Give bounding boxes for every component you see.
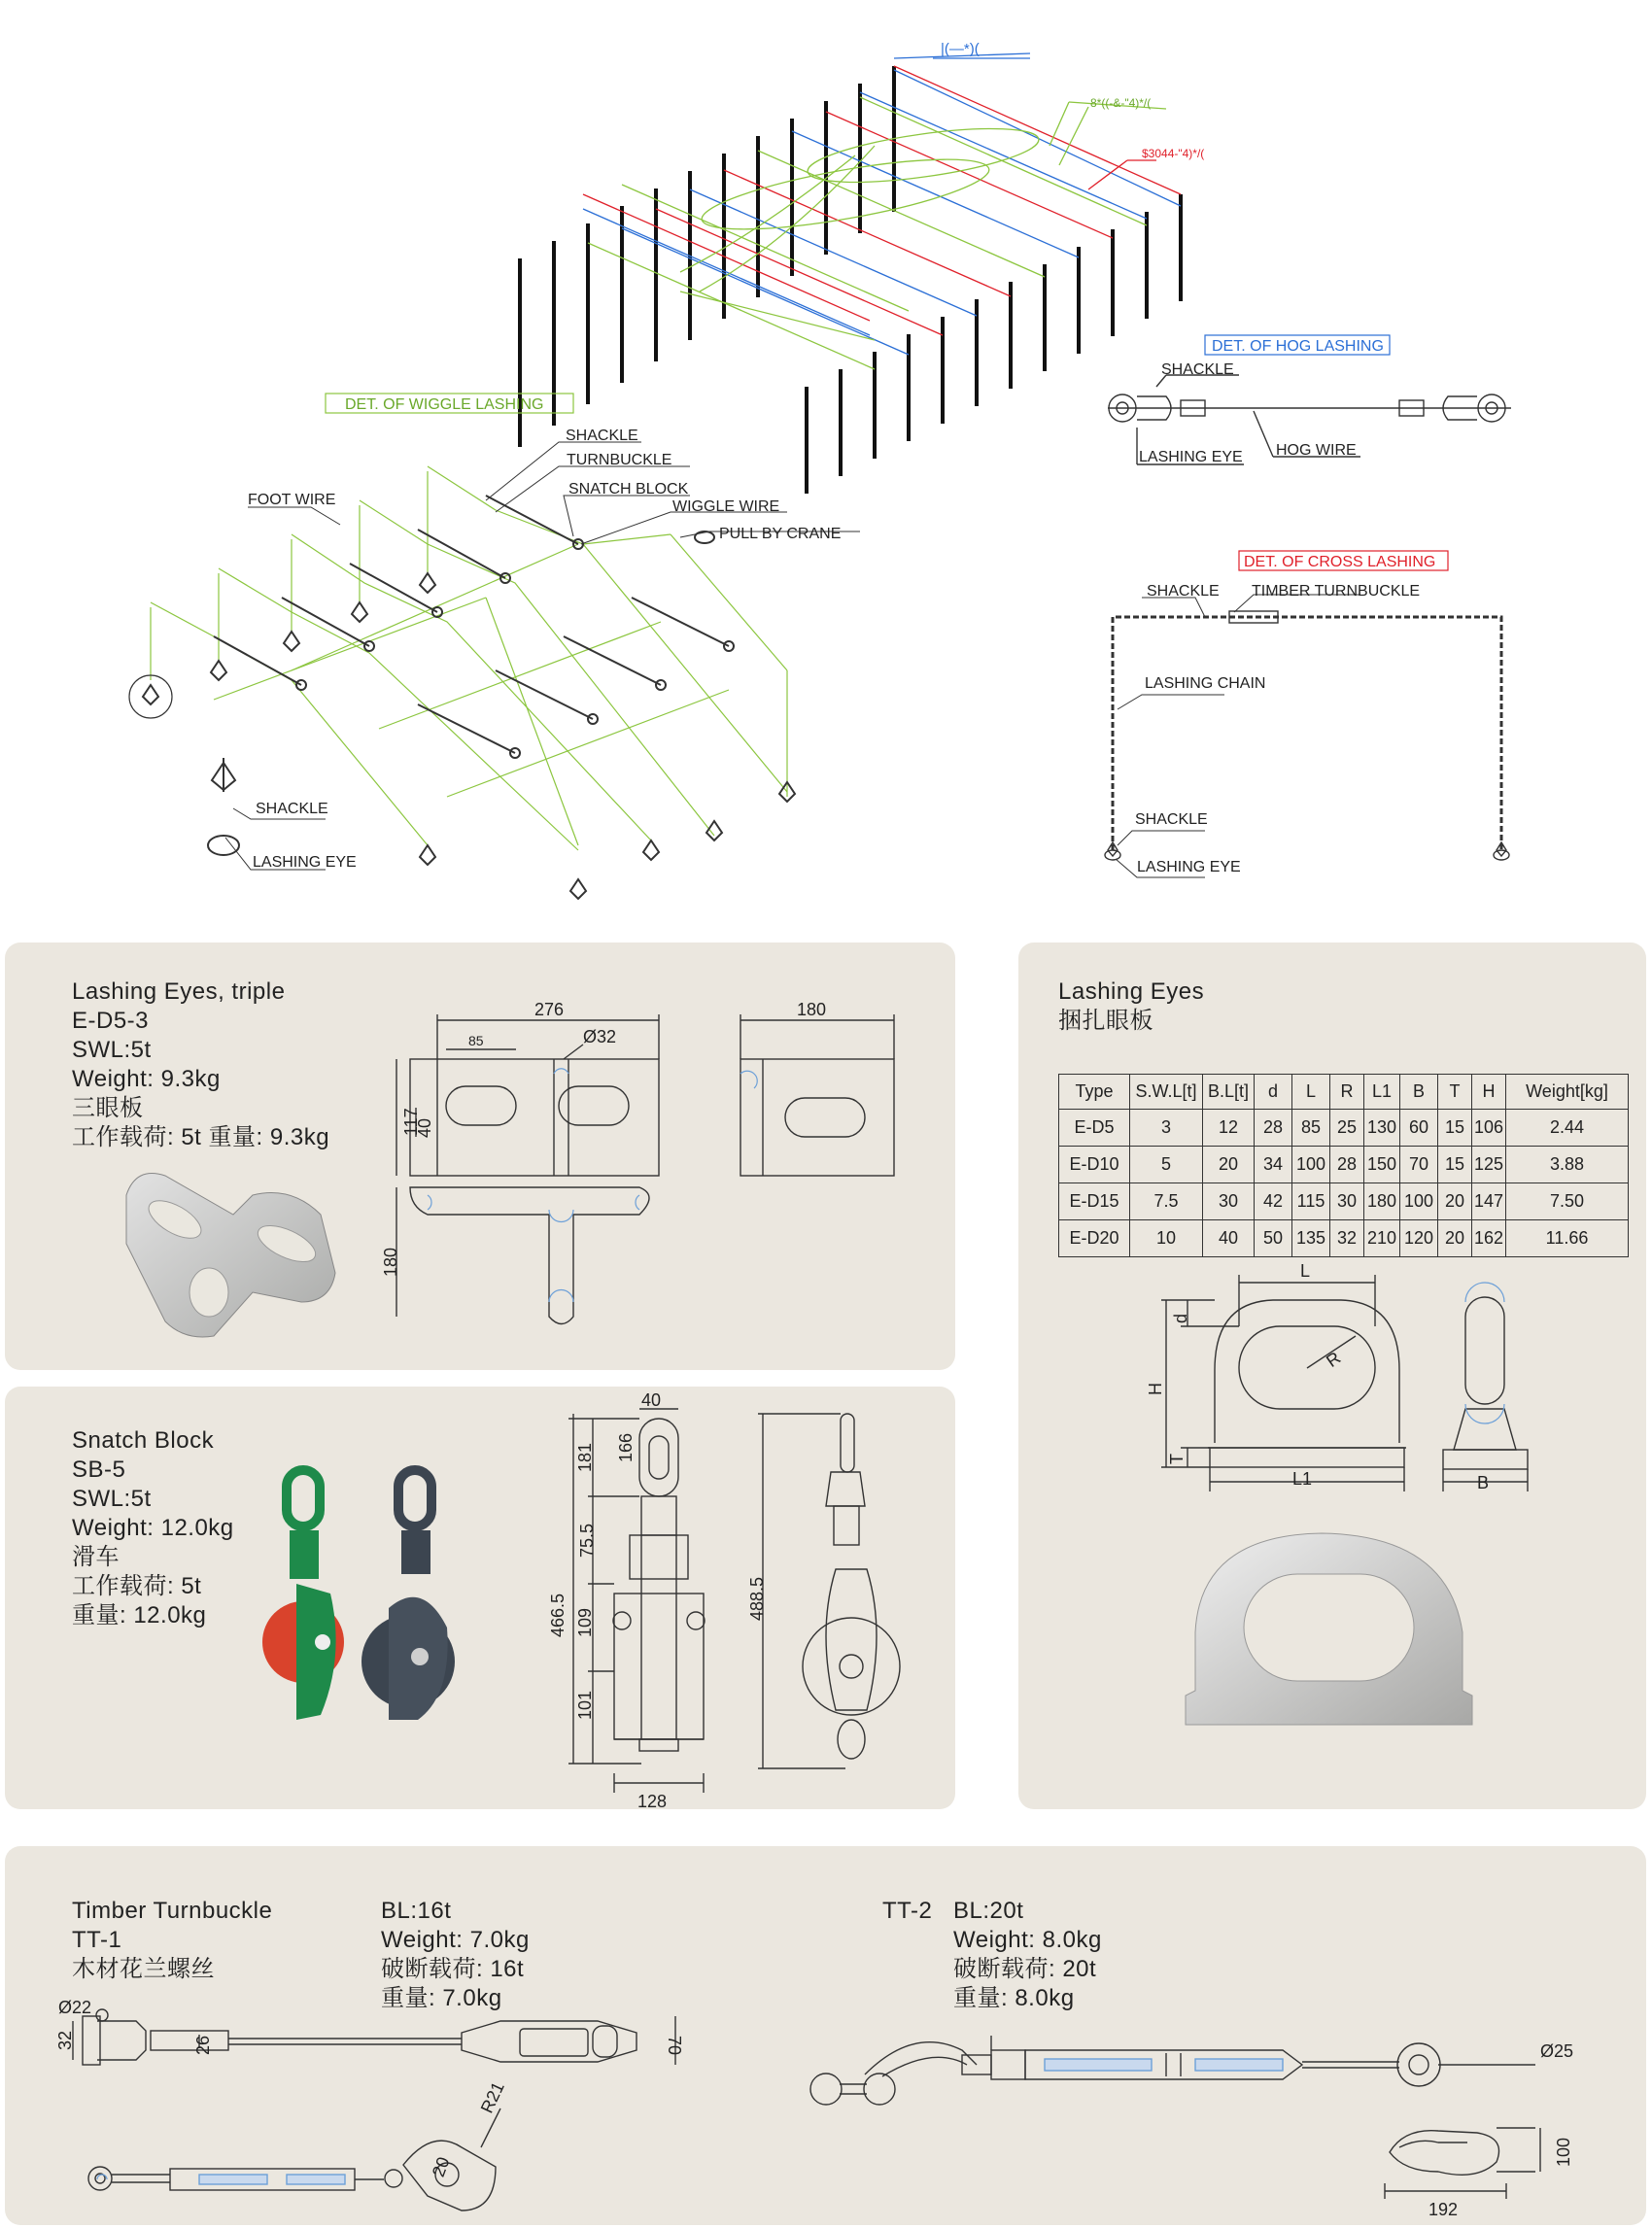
cross-lashing-drawing	[1105, 595, 1509, 877]
cell: 85	[1292, 1110, 1330, 1147]
cell: 15	[1438, 1147, 1472, 1183]
cell: 20	[1438, 1220, 1472, 1257]
hog-shackle-label: SHACKLE	[1161, 361, 1234, 378]
cell: E-D20	[1059, 1220, 1130, 1257]
foot-wire-label: FOOT WIRE	[248, 492, 336, 508]
cross-shackle-2-label: SHACKLE	[1135, 811, 1208, 828]
triple-eye-photo	[107, 1156, 350, 1351]
hog-lashing-title: DET. OF HOG LASHING	[1212, 338, 1384, 355]
dim-276: 276	[534, 1000, 565, 1019]
tt2-label: TT-2	[882, 1898, 933, 1924]
cell: E-D15	[1059, 1183, 1130, 1220]
hog-wire-label: HOG WIRE	[1276, 442, 1357, 459]
cell: 20	[1438, 1183, 1472, 1220]
garbled-label-top: |(—*)(	[941, 41, 980, 57]
col-bl: B.L[t]	[1203, 1075, 1255, 1110]
lashing-eyes-cn-title: 捆扎眼板	[1058, 1008, 1153, 1034]
tt2-drawing	[797, 2016, 1623, 2220]
col-h: H	[1472, 1075, 1506, 1110]
cell: 3.88	[1506, 1147, 1629, 1183]
tt1-cn-bl: 破断载荷: 16t	[381, 1956, 525, 1982]
dim-128: 128	[637, 1792, 668, 1811]
triple-eye-cn-name: 三眼板	[72, 1095, 144, 1121]
cell: 28	[1330, 1147, 1364, 1183]
tt1-weight: Weight: 7.0kg	[381, 1927, 530, 1953]
dim-40: 40	[415, 1117, 434, 1138]
table-header-row	[1059, 1075, 1629, 1110]
turnbuckle-title: Timber Turnbuckle	[72, 1898, 273, 1924]
lashing-arrangement-diagram	[0, 0, 1652, 933]
cell: 130	[1364, 1110, 1400, 1147]
dim-r21: R21	[476, 2078, 508, 2116]
cell: 32	[1330, 1220, 1364, 1257]
dim-32: Ø32	[583, 1027, 617, 1046]
col-swl: S.W.L[t]	[1130, 1075, 1203, 1110]
cell: 34	[1255, 1147, 1292, 1183]
wiggle-snatch-block-label: SNATCH BLOCK	[568, 481, 689, 497]
cell: 210	[1364, 1220, 1400, 1257]
cross-shackle-label: SHACKLE	[1147, 583, 1220, 600]
wiggle-shackle-label: SHACKLE	[566, 428, 638, 444]
cell: 106	[1472, 1110, 1506, 1147]
dim-B: B	[1477, 1473, 1490, 1492]
lashing-eyes-table	[1058, 1074, 1629, 1257]
cell: 5	[1130, 1147, 1203, 1183]
cell: 30	[1203, 1183, 1255, 1220]
timber-turnbuckle-label: TIMBER TURNBUCKLE	[1252, 583, 1421, 600]
dim-166: 166	[616, 1432, 636, 1462]
triple-eye-cn-load: 工作载荷: 5t 重量: 9.3kg	[72, 1124, 330, 1150]
dim-H: H	[1146, 1383, 1165, 1395]
cell: 20	[1203, 1147, 1255, 1183]
cell: 100	[1292, 1147, 1330, 1183]
snatch-block-cn-load: 工作载荷: 5t	[72, 1573, 202, 1599]
cell: 15	[1438, 1110, 1472, 1147]
dim-100: 100	[1554, 2137, 1573, 2167]
wiggle-lashing-eye-label: LASHING EYE	[253, 854, 357, 871]
dim-75-5: 75.5	[577, 1523, 597, 1558]
triple-eye-swl: SWL:5t	[72, 1037, 152, 1063]
dim-181: 181	[575, 1442, 595, 1472]
snatch-block-cn-weight: 重量: 12.0kg	[72, 1602, 207, 1628]
cell: 100	[1400, 1183, 1438, 1220]
dim-26: 26	[193, 2035, 213, 2055]
snatch-block-specs	[72, 1426, 234, 1630]
table-row	[1059, 1183, 1629, 1220]
cell: 40	[1203, 1220, 1255, 1257]
dim-T: T	[1167, 1454, 1187, 1464]
dim-d: d	[1171, 1313, 1190, 1323]
cell: 7.5	[1130, 1183, 1203, 1220]
dim-466-5: 466.5	[548, 1593, 568, 1637]
col-t: T	[1438, 1075, 1472, 1110]
col-weight: Weight[kg]	[1506, 1075, 1629, 1110]
wiggle-shackle-2-label: SHACKLE	[256, 801, 328, 817]
tt1-cn-weight: 重量: 7.0kg	[381, 1985, 502, 2011]
lashing-eyes-title: Lashing Eyes	[1058, 978, 1205, 1005]
cell: 70	[1400, 1147, 1438, 1183]
cell: 120	[1400, 1220, 1438, 1257]
lashing-eye-photo	[1176, 1525, 1487, 1768]
table-row	[1059, 1147, 1629, 1183]
cell: 180	[1364, 1183, 1400, 1220]
tt2-weight: Weight: 8.0kg	[953, 1927, 1102, 1953]
dim-22: Ø22	[58, 1998, 92, 2017]
triple-eye-weight: Weight: 9.3kg	[72, 1066, 221, 1092]
dim-180-side: 180	[381, 1247, 400, 1277]
snatch-block-swl: SWL:5t	[72, 1486, 152, 1512]
cell: 162	[1472, 1220, 1506, 1257]
dim-488-5: 488.5	[747, 1576, 767, 1621]
tt1-bl: BL:16t	[381, 1898, 452, 1924]
cell: 147	[1472, 1183, 1506, 1220]
dim-20: 20	[428, 2154, 454, 2179]
cell: 60	[1400, 1110, 1438, 1147]
snatch-block-title: Snatch Block	[72, 1427, 215, 1454]
lashing-eye-drawing	[1127, 1263, 1555, 1506]
cell: 28	[1255, 1110, 1292, 1147]
tt2-specs	[953, 1897, 1102, 2013]
dim-117: 117	[401, 1108, 421, 1136]
turnbuckle-cn-name: 木材花兰螺丝	[72, 1956, 215, 1982]
cell: 50	[1255, 1220, 1292, 1257]
triple-eye-model: E-D5-3	[72, 1008, 150, 1034]
lashing-chain-label: LASHING CHAIN	[1145, 675, 1266, 692]
garbled-label-green: 8*((-&-"4)*/(	[1090, 96, 1152, 110]
col-r: R	[1330, 1075, 1364, 1110]
cell: 12	[1203, 1110, 1255, 1147]
triple-eye-title: Lashing Eyes, triple	[72, 978, 286, 1005]
cell: E-D5	[1059, 1110, 1130, 1147]
tt2-bl: BL:20t	[953, 1898, 1024, 1924]
dim-40: 40	[641, 1390, 662, 1410]
snatch-block-cn-name: 滑车	[72, 1544, 120, 1570]
cell: 30	[1330, 1183, 1364, 1220]
col-d: d	[1255, 1075, 1292, 1110]
snatch-block-drawing	[525, 1390, 913, 1811]
garbled-label-red: $3044-"4)*/(	[1142, 147, 1205, 160]
wiggle-turnbuckle-label: TURNBUCKLE	[567, 452, 672, 468]
cell: E-D10	[1059, 1147, 1130, 1183]
cross-lashing-title: DET. OF CROSS LASHING	[1244, 554, 1436, 570]
tt2-cn-bl: 破断载荷: 20t	[953, 1956, 1097, 1982]
hog-lashing-eye-label: LASHING EYE	[1139, 449, 1243, 465]
cell: 150	[1364, 1147, 1400, 1183]
col-l: L	[1292, 1075, 1330, 1110]
cell: 115	[1292, 1183, 1330, 1220]
snatch-block-weight: Weight: 12.0kg	[72, 1515, 234, 1541]
col-type: Type	[1059, 1075, 1130, 1110]
pull-by-crane-label: PULL BY CRANE	[719, 526, 842, 542]
cell: 2.44	[1506, 1110, 1629, 1147]
cell: 42	[1255, 1183, 1292, 1220]
table-row	[1059, 1220, 1629, 1257]
table-row	[1059, 1110, 1629, 1147]
turnbuckle-model: TT-1	[72, 1927, 122, 1953]
dim-25: Ø25	[1540, 2041, 1574, 2061]
dim-180-top: 180	[797, 1000, 827, 1019]
wiggle-wire-label: WIGGLE WIRE	[672, 498, 780, 515]
cell: 3	[1130, 1110, 1203, 1147]
cell: 7.50	[1506, 1183, 1629, 1220]
tt1-specs	[381, 1897, 530, 2013]
snatch-block-model: SB-5	[72, 1457, 126, 1483]
dim-101: 101	[575, 1690, 595, 1720]
triple-eye-drawing	[381, 1000, 933, 1331]
cell: 25	[1330, 1110, 1364, 1147]
dim-109: 109	[575, 1607, 595, 1637]
dim-L1: L1	[1292, 1469, 1313, 1489]
turnbuckle-specs	[72, 1897, 272, 1984]
col-l1: L1	[1364, 1075, 1400, 1110]
col-b: B	[1400, 1075, 1438, 1110]
triple-eye-specs	[72, 977, 329, 1152]
dim-85: 85	[468, 1033, 484, 1048]
snatch-block-photos	[253, 1462, 476, 1773]
cell: 135	[1292, 1220, 1330, 1257]
cell: 11.66	[1506, 1220, 1629, 1257]
dim-32: 32	[55, 2030, 75, 2050]
lashing-eyes-heading	[1058, 977, 1204, 1036]
dim-R: R	[1323, 1348, 1345, 1372]
tt2-cn-weight: 重量: 8.0kg	[953, 1985, 1075, 2011]
cell: 125	[1472, 1147, 1506, 1183]
dim-192: 192	[1428, 2200, 1459, 2219]
dim-L: L	[1300, 1261, 1311, 1281]
cell: 10	[1130, 1220, 1203, 1257]
wiggle-lashing-title: DET. OF WIGGLE LASHING	[345, 396, 544, 413]
dim-70: 70	[665, 2036, 684, 2056]
cross-lashing-eye-label: LASHING EYE	[1137, 859, 1241, 875]
